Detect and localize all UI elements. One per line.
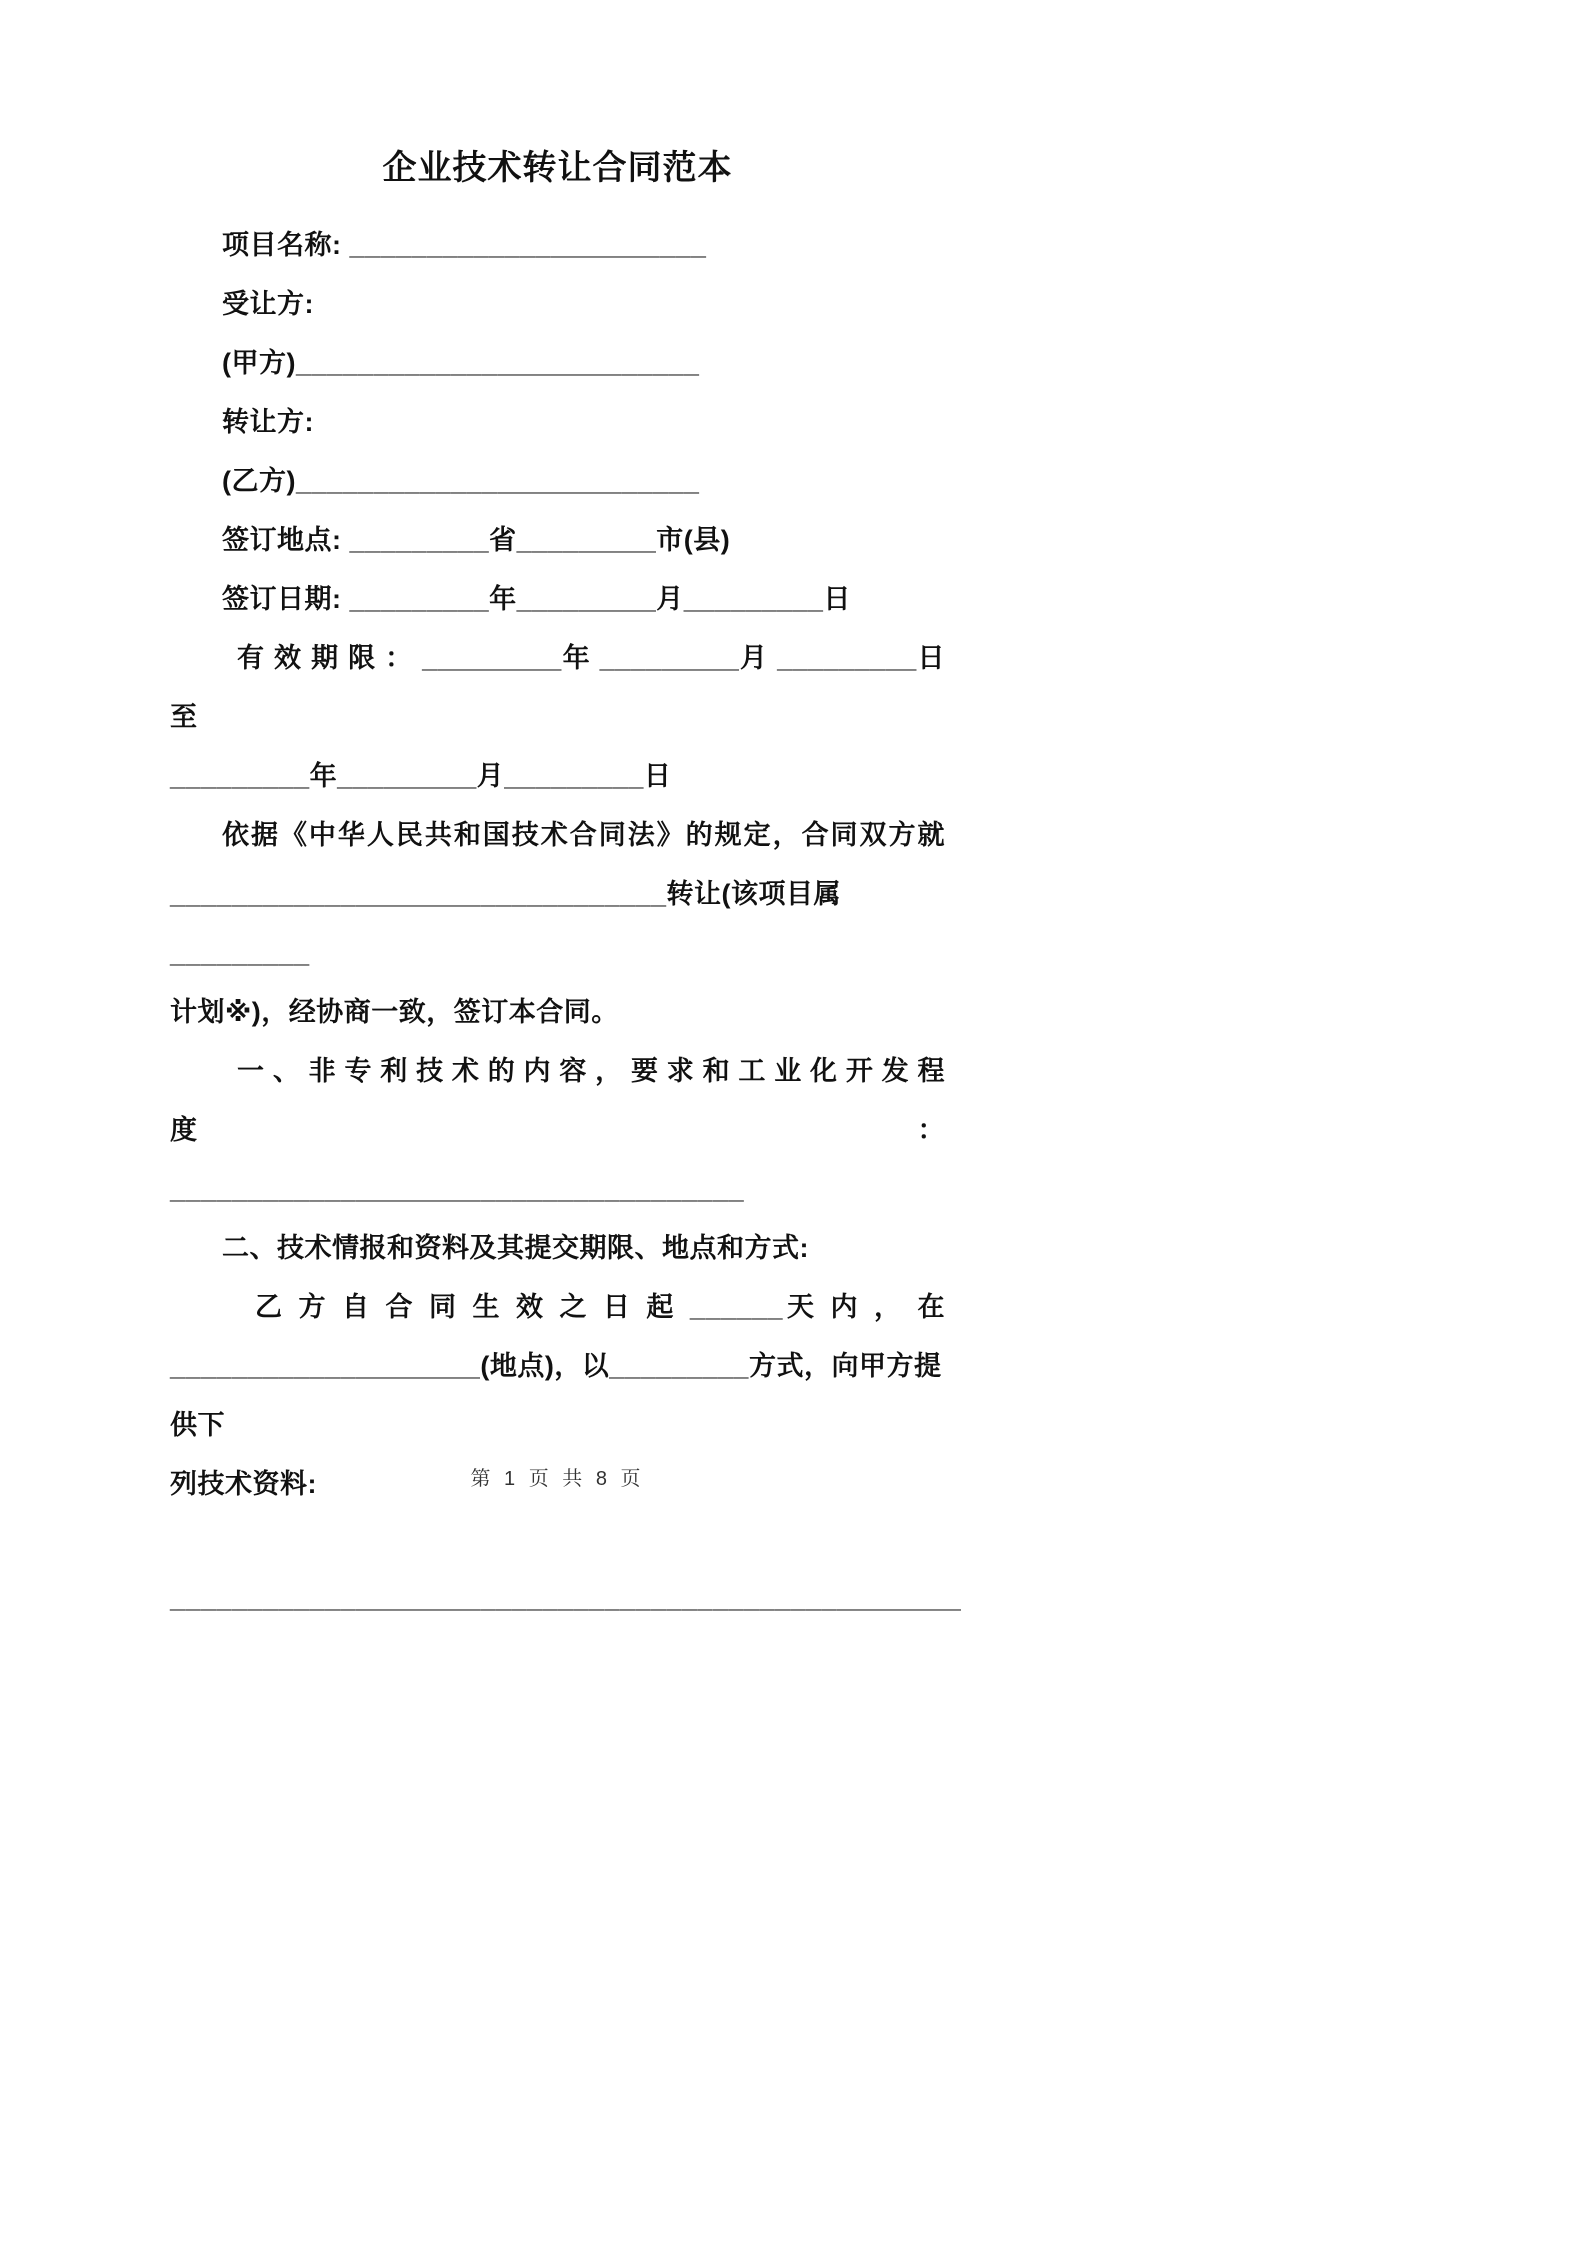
line-signing-date: 签订日期: _________年_________月_________日 <box>222 584 851 614</box>
page-footer: 第 1 页 共 8 页 <box>470 1468 645 1490</box>
line-section-2-body-1: 乙 方 自 合 同 生 效 之 日 起 ______天 内 ， 在 <box>255 1292 945 1322</box>
line-project-name: 项目名称: _______________________ <box>222 230 707 260</box>
line-signing-place: 签订地点: _________省_________市(县) <box>222 525 731 555</box>
line-party-a-blank: (甲方)__________________________ <box>222 348 700 378</box>
line-section-2-body-2: ____________________(地点)，以_________方式，向甲方提供下 <box>170 1351 942 1440</box>
line-blank-1: _____________________________________ <box>170 1174 745 1204</box>
document-title: 企业技术转让合同范本 <box>382 149 733 187</box>
line-preamble-1: 依据《中华人民共和国技术合同法》的规定，合同双方就 <box>222 820 945 850</box>
line-section-2-body-3: 列技术资料: <box>170 1469 317 1499</box>
line-section-2-heading: 二、技术情报和资料及其提交期限、地点和方式: <box>222 1233 809 1263</box>
line-blank-2: ___________________________________________________ <box>170 1583 962 1613</box>
line-validity-end: _________年_________月_________日 <box>170 761 672 791</box>
line-section-1-heading: 一 、 非 专 利 技 术 的 内 容 ， 要 求 和 工 业 化 开 发 程 度 ： <box>170 1056 945 1145</box>
line-preamble-2: ________________________________转让(该项目属_________ <box>170 879 842 968</box>
line-transferor-label: 转让方: <box>222 407 314 437</box>
line-party-b-blank: (乙方)__________________________ <box>222 466 700 496</box>
line-transferee-label: 受让方: <box>222 289 314 319</box>
contract-content <box>170 138 962 1628</box>
line-preamble-3: 计划※)，经协商一致，签订本合同。 <box>170 997 619 1027</box>
line-validity-start: 有 效 期 限 ： _________年 _________月 _________日 至 <box>170 643 945 732</box>
